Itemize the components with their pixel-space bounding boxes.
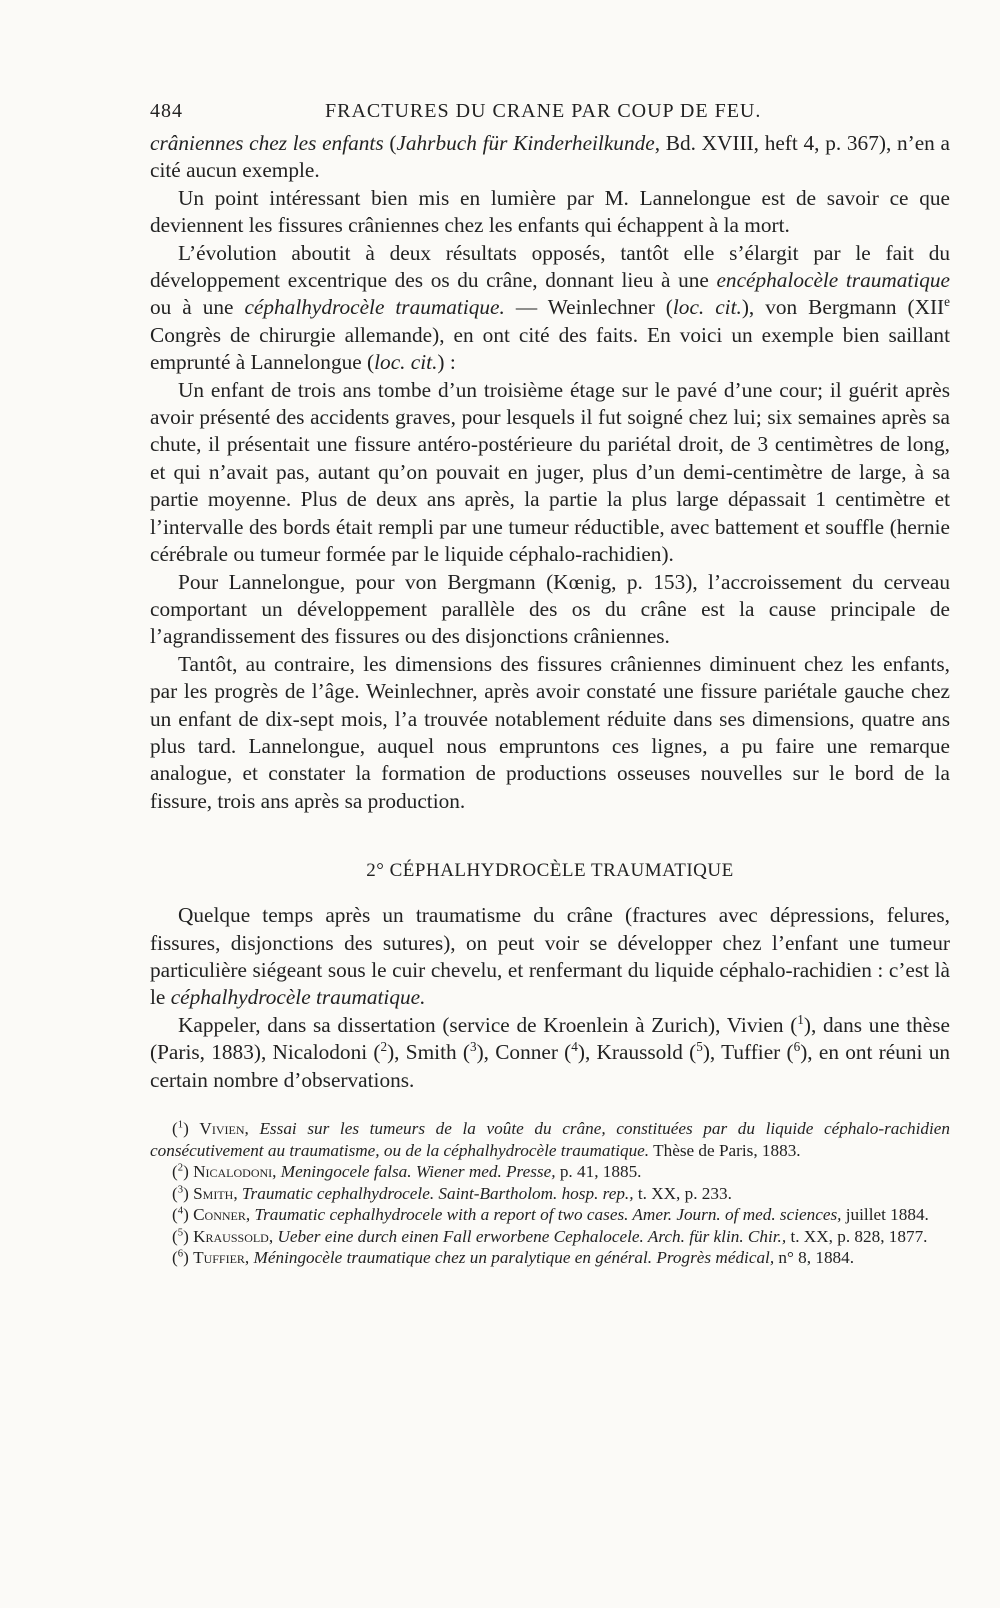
- paragraph-diminution: Tantôt, au contraire, les dimensions des fissures crâniennes diminuent chez les enfants, par les progrès de l’âge. Weinlechner, après avoir constaté une fissure pariétale gauche chez un enfant de dix-sept mois, l’a trouvée notablement réduite dans ses dimensions, quatre ans plus tard. Lannelongue, auquel nous empruntons ces lignes, a pu faire une remarque analogue, et constater la formation de productions osseuses nouvelles sur le bord de la fissure, trois ans après sa production.: [150, 651, 950, 813]
- paragraph-bergmann: Pour Lannelongue, pour von Bergmann (Kœnig, p. 153), l’accroissement du cerveau comportant un développement parallèle des os du crâne est la cause principale de l’agrandissement des fissures ou des disjonctions crâniennes.: [150, 569, 950, 649]
- paragraph-example: Un enfant de trois ans tombe d’un troisième étage sur le pavé d’une cour; il guérit après avoir présenté des accidents graves, pour lesquels il fut soigné chez lui; six semaines après sa chute, il présentait une fissure antéro-postérieure du pariétal droit, de 3 centimètres de long, et qui n’avait pas, autant qu’on pouvait en juger, plus d’un demi-centimètre de large, à sa partie moyenne. Plus de deux ans après, la partie la plus large dépassait 1 centimètre et l’intervalle des bords était rempli par une tumeur réductible, avec battement et souffle (hernie cérébrale ou tumeur formée par le liquide céphalo-rachidien).: [150, 377, 950, 567]
- running-head: [150, 100, 950, 130]
- footnote: ($^6$) Tuffier, Méningocèle traumatique chez un paralytique en général. Progrès médical, n° 8, 1884.: [172, 1248, 855, 1267]
- section-heading: 2° CÉPHALHYDROCÈLE TRAUMATIQUE: [366, 860, 734, 882]
- footnote: ($^3$) Smith, Traumatic cephalhydrocele. Saint-Bartholom. hosp. rep., t. XX, p. 233.: [172, 1183, 732, 1203]
- paragraph-cephalhydrocele: Quelque temps après un traumatisme du crâne (fractures avec dépressions, felures, fissures, disjonctions des sutures), on peut voir se développer chez l’enfant une tumeur particulière siégeant sous le cuir chevelu, et renfermant du liquide céphalo-rachidien : c’est là le céphalhydrocèle traumatique.: [150, 903, 950, 1010]
- footnote-ref[interactable]: 4: [571, 1039, 578, 1055]
- paragraph-continuation: crâniennes chez les enfants (Jahrbuch für Kinderheilkunde, Bd. XVIII, heft 4, p. 367), n’en a cité aucun exemple.: [150, 131, 950, 183]
- footnote: ($^5$) Kraussold, Ueber eine durch einen Fall erworbene Cephalocele. Arch. für klin. Chir., t. XX, p. 828, 1877.: [172, 1226, 928, 1246]
- book-page: [150, 100, 950, 1269]
- footnotes: [150, 1118, 950, 1269]
- paragraph-observations: Kappeler, dans sa dissertation (service de Kroenlein à Zurich), Vivien ($^1$), dans une thèse (Paris, 1883), Nicalodoni ($^2$), Smith ($^3$), Conner ($^4$), Kraussold ($^5$), Tuffier ($^6$), en ont réuni un certain nombre d’observations.: [150, 1011, 950, 1092]
- footnote: ($^1$) Vivien, Essai sur les tumeurs de la voûte du crâne, constituées par du liquide céphalo-rachidien consécutivement au traumatisme, ou de la céphalhydrocèle traumatique. Thèse de Paris, 1883.: [150, 1119, 950, 1160]
- running-title: FRACTURES DU CRANE PAR COUP DE FEU.: [325, 100, 762, 122]
- paragraph-lannelongue: Un point intéressant bien mis en lumière par M. Lannelongue est de savoir ce que deviennent les fissures crâniennes chez les enfants qui échappent à la mort.: [150, 185, 950, 238]
- footnote-ref[interactable]: 1: [797, 1011, 804, 1027]
- footnote-ref[interactable]: 2: [380, 1039, 388, 1055]
- page-number: 484: [150, 100, 183, 122]
- footnote: ($^4$) Conner, Traumatic cephalhydrocele with a report of two cases. Amer. Journ. of med. sciences, juillet 1884.: [172, 1205, 929, 1224]
- footnote: ($^2$) Nicalodoni, Meningocele falsa. Wiener med. Presse, p. 41, 1885.: [172, 1162, 642, 1181]
- footnote-ref[interactable]: 3: [469, 1039, 477, 1055]
- footnote-ref[interactable]: 6: [793, 1039, 801, 1055]
- main-text: [150, 130, 950, 1094]
- footnote-ref[interactable]: 5: [696, 1039, 703, 1055]
- paragraph-evolution: L’évolution aboutit à deux résultats opposés, tantôt elle s’élargit par le fait du développement excentrique des os du crâne, donnant lieu à une encéphalocèle traumatique ou à une céphalhydrocèle traumatique. — Weinlechner (loc. cit.), von Bergmann (XIIe Congrès de chirurgie allemande), en ont cité des faits. En voici un exemple bien saillant emprunté à Lannelongue (loc. cit.) :: [150, 240, 951, 375]
